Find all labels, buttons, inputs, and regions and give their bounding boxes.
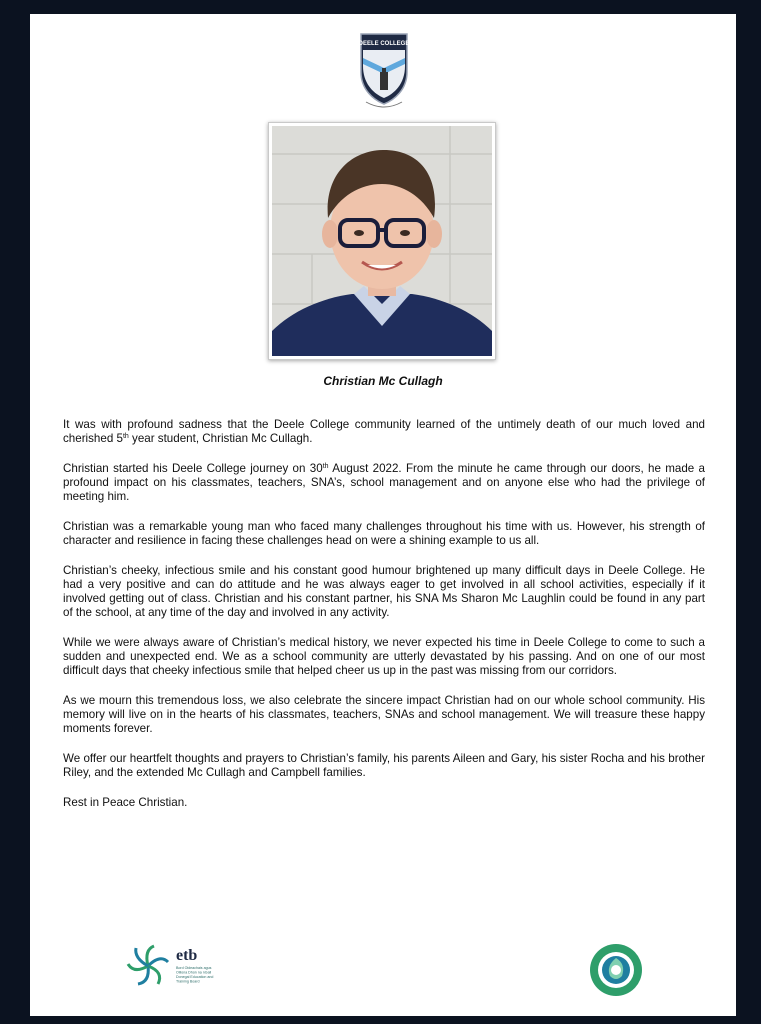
svg-text:Oiliúna Dhún na nGall: Oiliúna Dhún na nGall xyxy=(176,970,212,975)
tribute-text xyxy=(63,418,705,826)
svg-text:Training Board: Training Board xyxy=(176,979,200,984)
svg-text:Bord Oideachais agus: Bord Oideachais agus xyxy=(176,966,212,970)
etb-wordmark: etb xyxy=(176,947,198,964)
closing-line: Rest in Peace Christian. xyxy=(63,796,188,809)
paragraph-1: It was with profound sadness that the Deele College community learned of the untimely death of our much loved and cherished 5th year student, Christian Mc Cullagh. xyxy=(63,418,705,445)
student-portrait xyxy=(268,122,496,360)
paragraph-7: We offer our heartfelt thoughts and prayers to Christian’s family, his parents Aileen and Gary, his sister Rocha and his brother Riley, and the extended Mc Cullagh and Campbell families. xyxy=(63,752,705,779)
etb-logo-icon xyxy=(126,942,226,990)
paragraph-4: Christian’s cheeky, infectious smile and his constant good humour brightened up many difficult days in Deele College. He had a very positive and can do attitude and he was always eager to get involved in all school activities, especially if it involved getting out of class. Christian and his constant partner, his SNA Ms Sharon Mc Laughlin could be found in any part of the school, at any time of the day and involved in any activity. xyxy=(63,564,705,619)
paragraph-6: As we mourn this tremendous loss, we also celebrate the sincere impact Christian had on our whole school community. His memory will live on in the hearts of his classmates, teachers, SNAs and school management. We will treasure these happy moments forever. xyxy=(63,694,705,735)
paragraph-3: Christian was a remarkable young man who faced many challenges throughout his time with us. However, his strength of character and resilience in facing these challenges head on were a shining example to us all. xyxy=(63,520,705,547)
paragraph-2: Christian started his Deele College journey on 30th August 2022. From the minute he came through our doors, he made a profound impact on his classmates, teachers, SNA’s, school management and on anyone else who had the privilege of meeting him. xyxy=(63,462,706,503)
portrait-image xyxy=(272,126,492,356)
co-educational-badge-icon xyxy=(588,942,644,998)
document-page xyxy=(30,14,736,1016)
crest-title: DEELE COLLEGE xyxy=(358,41,410,47)
paragraph-5: While we were always aware of Christian’s medical history, we never expected his time in Deele College to come to such a sudden and unexpected end. We as a school community are utterly devastated by his passing. And on one of our most difficult days that cheeky infectious smile that helped cheer us up in the past was missing from our corridors. xyxy=(63,636,705,677)
photo-caption: Christian Mc Cullagh xyxy=(323,374,443,388)
svg-text:Donegal Education and: Donegal Education and xyxy=(176,975,214,979)
deele-college-crest-icon xyxy=(358,32,410,110)
